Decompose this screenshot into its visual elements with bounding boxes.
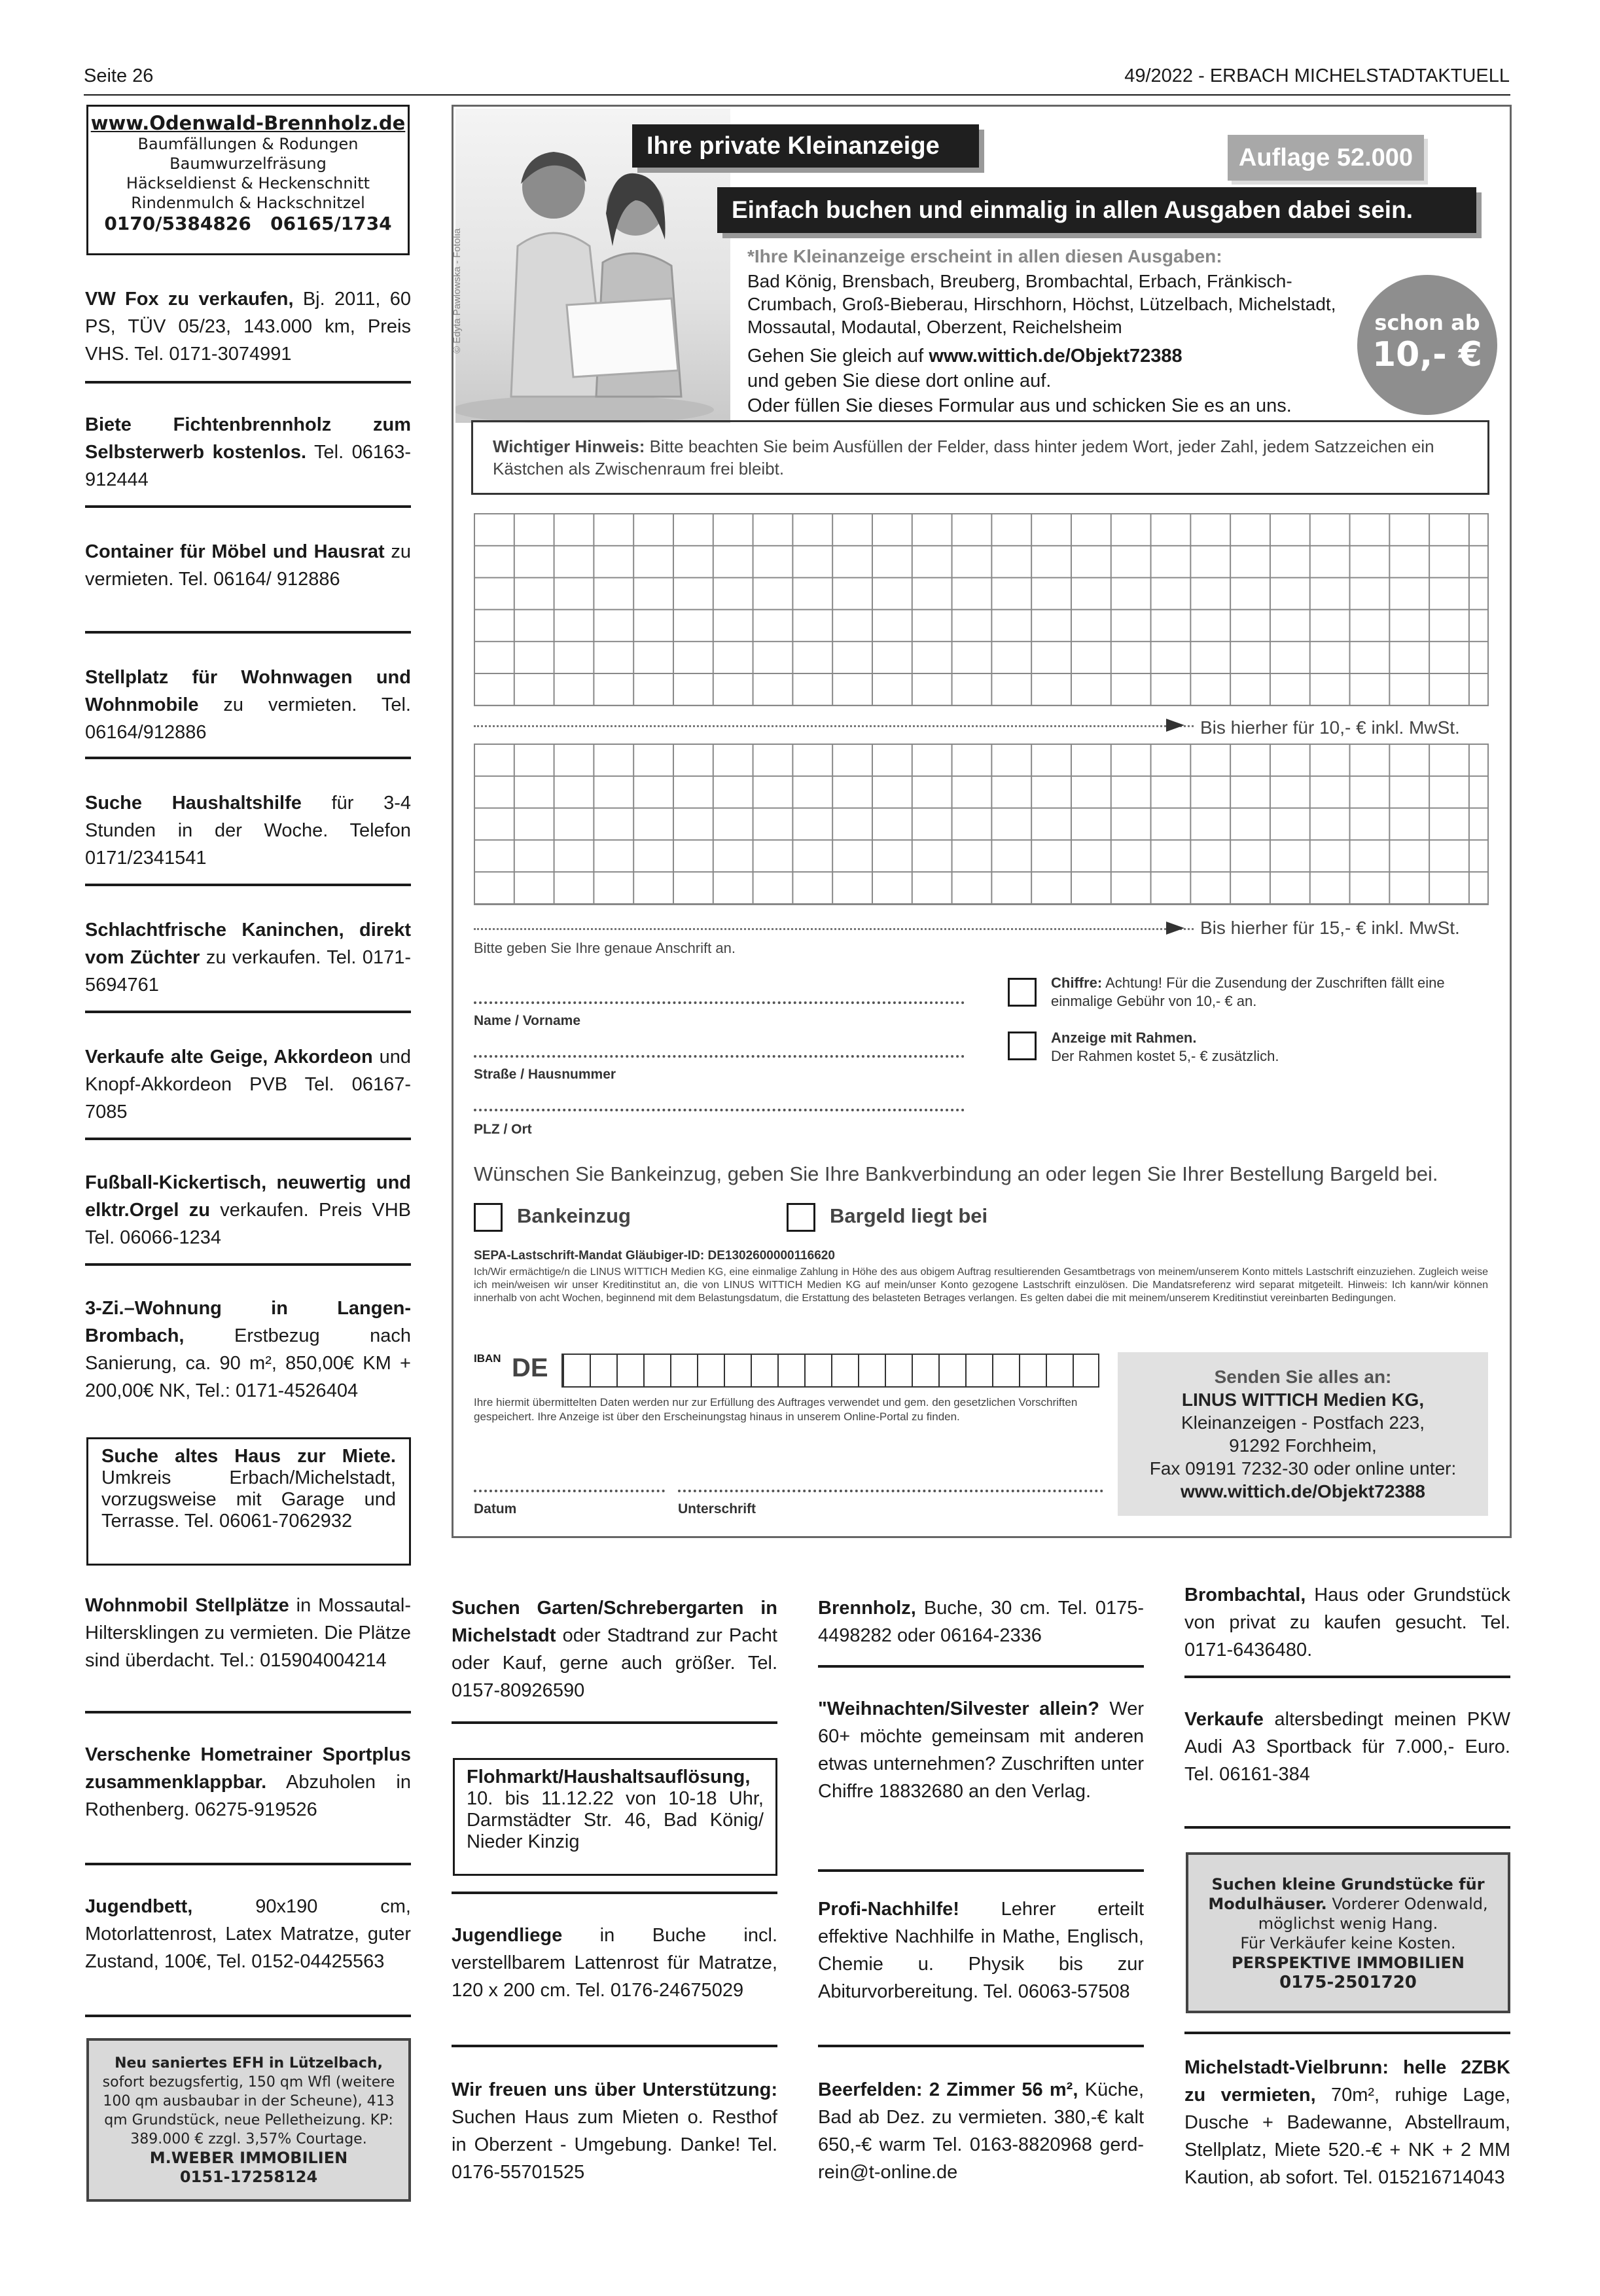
divider	[85, 505, 411, 508]
efh-line: sofort bezugsfertig, 150 qm Wfl (weitere	[102, 2074, 395, 2090]
ad-headline: Michelstadt-Vielbrunn: helle 2ZBK zu vermieten,	[1184, 2057, 1510, 2106]
divider	[85, 884, 411, 886]
arrow-icon	[1166, 719, 1184, 732]
ad-text: oder Stadtrand zur Pacht oder Kauf, gerne auch größer. Tel. 0157-80926590	[452, 1625, 777, 1701]
modulhaus-line	[1188, 1894, 1508, 1914]
modulhaus-line: Für Verkäufer keine Kosten.	[1240, 1934, 1456, 1952]
send-box	[1118, 1352, 1488, 1516]
text-grid-15[interactable]	[474, 744, 1489, 905]
photo-credit: © Edyta Pawlowska - Fotolia	[452, 228, 463, 353]
price-circle	[1357, 275, 1497, 415]
ad-text: Küche, Bad ab Dez. zu vermieten. 380,-€ kalt 650,-€ warm Tel. 0163-8820968 gerd-rein@t-online.de	[818, 2079, 1144, 2183]
ad-text: für 3-4 Stunden in der Woche. Telefon 0171/2341541	[85, 793, 411, 869]
classified-brennholz-buche	[818, 1594, 1144, 1649]
ad-headline: Verschenke Hometrainer Sportplus zusammenklappbar.	[85, 1744, 411, 1793]
ad-headline: Suchen Garten/Schrebergarten in Michelstadt	[452, 1598, 777, 1646]
ad-text: Tel. 06163-912444	[85, 442, 411, 490]
chiffre-desc: Achtung! Für die Zusendung der Zuschriften fällt eine einmalige Gebühr von 10,- € an.	[1051, 975, 1445, 1009]
ad-text: zu vermieten. Tel. 06164/912886	[85, 694, 411, 743]
ad-headline: Verkaufe	[1184, 1709, 1264, 1730]
address-hint: Bitte geben Sie Ihre genaue Anschrift an.	[474, 940, 736, 956]
divider	[1184, 1676, 1510, 1678]
divider	[1184, 1826, 1510, 1829]
ad-text: Lehrer erteilt effektive Nachhilfe in Mathe, Englisch, Chemie u. Physik bis zur Abiturvorbereitung. Tel. 06063-57508	[818, 1899, 1144, 2002]
signature-field[interactable]	[678, 1490, 1103, 1492]
ad-headline: Beerfelden: 2 Zimmer 56 m²,	[818, 2079, 1078, 2100]
iban-prefix: DE	[512, 1354, 548, 1382]
form-title: Ihre private Kleinanzeige	[632, 124, 979, 168]
brennholz-phones: 0170/5384826 06165/1734	[104, 213, 392, 234]
divider	[1184, 2032, 1510, 2034]
auflage-badge: Auflage 52.000	[1228, 135, 1424, 181]
price-value: 10,- €	[1372, 335, 1482, 374]
ad-headline: Wohnmobil Stellplätze	[85, 1595, 289, 1616]
issue-title: 49/2022 - ERBACH MICHELSTADTAKTUELL	[1124, 65, 1510, 86]
modulhaus-rest: Vorderer Odenwald,	[1326, 1895, 1488, 1913]
classified-hometrainer	[85, 1741, 411, 1823]
ad-headline: Wir freuen uns über Unterstützung:	[452, 2079, 777, 2100]
chiffre-text	[1051, 974, 1470, 1011]
ad-text: verkaufen. Preis VHB Tel. 06066-1234	[85, 1200, 411, 1248]
ad-text: 70m², ruhige Lage, Dusche + Badewanne, Abstellraum, Stellplatz, Miete 520.-€ + NK + 2 MM Kaution, ab sofort. Tel. 015216714043	[1184, 2085, 1511, 2188]
bankeinzug-checkbox[interactable]	[474, 1203, 503, 1232]
ad-text: in Buche incl. verstellbarem Lattenrost für Matratze, 120 x 200 cm. Tel. 0176-24675029	[452, 1925, 777, 2001]
divider	[818, 1665, 1144, 1668]
send-addr2: 91292 Forchheim,	[1229, 1435, 1377, 1456]
rahmen-text	[1051, 1029, 1470, 1066]
limit-label-10: Bis hierher für 10,- € inkl. MwSt.	[1200, 717, 1460, 738]
divider	[85, 2015, 411, 2017]
divider	[85, 1011, 411, 1013]
brennholz-line: Baumwurzelfräsung	[169, 154, 327, 173]
classified-kicker	[85, 1169, 411, 1251]
modulhaus-word: Modulhäuser.	[1208, 1895, 1327, 1913]
rahmen-desc: Der Rahmen kostet 5,- € zusätzlich.	[1051, 1048, 1279, 1064]
divider	[85, 757, 411, 759]
modulhaus-line: PERSPEKTIVE IMMOBILIEN	[1232, 1954, 1465, 1972]
divider	[85, 381, 411, 384]
classified-jugendbett	[85, 1893, 411, 1975]
ad-text: und Knopf-Akkordeon PVB Tel. 06167-7085	[85, 1047, 411, 1122]
text-grid-10[interactable]	[474, 513, 1489, 706]
ad-text: 90x190 cm, Motorlattenrost, Latex Matratze, guter Zustand, 100€, Tel. 0152-04425563	[85, 1896, 411, 1972]
online-url[interactable]: www.wittich.de/Objekt72388	[929, 346, 1182, 367]
ad-text: 10. bis 11.12.22 von 10-18 Uhr, Darmstädter Str. 46, Bad König/ Nieder Kinzig	[467, 1788, 764, 1852]
city-field[interactable]	[474, 1109, 965, 1111]
ad-text: Abzuholen in Rothenberg. 06275-919526	[85, 1772, 411, 1820]
divider	[452, 1721, 777, 1724]
ad-text: Buche, 30 cm. Tel. 0175-4498282 oder 06164-2336	[818, 1598, 1144, 1646]
online-alt: Oder füllen Sie dieses Formular aus und schicken Sie es an uns.	[747, 395, 1292, 416]
chiffre-label: Chiffre:	[1051, 975, 1103, 991]
classified-kaninchen	[85, 916, 411, 999]
ad-headline: Flohmarkt/Haushaltsauflösung,	[467, 1767, 751, 1787]
efh-line: qm Grundstück, neue Pelletheizung. KP:	[104, 2112, 393, 2128]
modulhaus-line: möglichst wenig Hang.	[1258, 1914, 1438, 1933]
brennholz-url: www.Odenwald-Brennholz.de	[90, 112, 406, 134]
classified-wohnung	[85, 1295, 411, 1405]
city-label: PLZ / Ort	[474, 1122, 532, 1137]
efh-line: M.WEBER IMMOBILIEN	[149, 2149, 348, 2167]
haus-miete-box	[86, 1437, 411, 1566]
ad-headline: Jugendliege	[452, 1925, 563, 1946]
classified-jugendliege	[452, 1922, 777, 2004]
modulhaus-line: Suchen kleine Grundstücke für	[1211, 1875, 1485, 1893]
efh-line: 100 qm ausbaubar in der Scheune), 413	[103, 2093, 395, 2109]
ad-text: Wer 60+ möchte gemeinsam mit anderen etwas unternehmen? Zuschriften unter Chiffre 18832680 an den Verlag.	[818, 1698, 1144, 1802]
send-head: Senden Sie alles an:	[1214, 1367, 1392, 1387]
sepa-head: SEPA-Lastschrift-Mandat Gläubiger-ID: DE1302600000116620	[474, 1249, 835, 1263]
arrow-icon	[1166, 922, 1184, 935]
classified-garten	[452, 1594, 777, 1704]
ad-text: Erstbezug nach Sanierung, ca. 90 m², 850,00€ KM + 200,00€ NK, Tel.: 0171-4526404	[85, 1325, 411, 1401]
divider	[85, 1138, 411, 1140]
signature-label: Unterschrift	[678, 1501, 756, 1516]
limit-line-15	[474, 928, 1194, 930]
appear-head: *Ihre Kleinanzeige erscheint in allen diesen Ausgaben:	[747, 246, 1222, 266]
brennholz-line: Baumfällungen & Rodungen	[137, 135, 359, 153]
form-banner: Einfach buchen und einmalig in allen Ausgaben dabei sein.	[717, 187, 1476, 233]
divider	[85, 1263, 411, 1266]
ad-headline: "Weihnachten/Silvester allein?	[818, 1698, 1099, 1719]
classified-brombachtal	[1184, 1581, 1510, 1664]
ad-text: Haus oder Grundstück von privat zu kaufen gesucht. Tel. 0171-6436480.	[1184, 1585, 1510, 1660]
ad-headline: Verkaufe alte Geige, Akkordeon	[85, 1047, 373, 1067]
ad-headline: Brombachtal,	[1184, 1585, 1306, 1605]
efh-line: Neu saniertes EFH in Lützelbach,	[115, 2055, 383, 2072]
ad-headline: Suche altes Haus zur Miete.	[101, 1446, 396, 1467]
ad-text: zu vermieten. Tel. 06164/ 912886	[85, 541, 411, 590]
bargeld-checkbox[interactable]	[787, 1203, 815, 1232]
brennholz-line: Rindenmulch & Hackschnitzel	[131, 194, 365, 212]
divider	[85, 631, 411, 634]
ad-text: in Mossautal-Hiltersklingen zu vermieten. Die Plätze sind überdacht. Tel.: 015904004214	[85, 1595, 411, 1671]
iban-label: IBAN	[474, 1352, 501, 1365]
flohmarkt-box	[453, 1758, 777, 1876]
ad-text: Bj. 2011, 60 PS, TÜV 05/23, 143.000 km, Preis VHS. Tel. 0171-3074991	[85, 289, 411, 365]
bank-question: Wünschen Sie Bankeinzug, geben Sie Ihre Bankverbindung an oder legen Sie Ihrer Bestellung Bargeld bei.	[474, 1162, 1438, 1185]
hint-box	[471, 420, 1489, 495]
classified-container	[85, 538, 411, 593]
iban-field[interactable]	[561, 1354, 1099, 1388]
name-label: Name / Vorname	[474, 1013, 581, 1028]
bargeld-label: Bargeld liegt bei	[830, 1204, 988, 1227]
sepa-text: Ich/Wir ermächtige/n die LINUS WITTICH Medien KG, eine einmalige Zahlung in Höhe des aus obigem Auftrag resultierenden Gesamtbetrags von meinem/unserem Konto mittels Lastschrift einzuziehen. Zugleich weise ich mein/weisen wir unser Kreditinstitut an, die von LINUS WITTICH Medien KG auf mein/unser Konto gezogene Lastschrift einzulösen. Die Mandatsreferenz wird separat mitgeteilt. Hinweis: Ich kann/wir können innerhalb von acht Wochen, beginnend mit dem Belastungsdatum, die Erstattung des belasteten Betrages verlangen. Es gelten dabei die mit meinem/unserem Kreditinstiut vereinbarten Bedingungen.	[474, 1266, 1488, 1304]
ad-text: zu verkaufen. Tel. 0171-5694761	[85, 947, 412, 996]
page-number: Seite 26	[84, 65, 154, 86]
rahmen-label: Anzeige mit Rahmen.	[1051, 1030, 1197, 1046]
ad-headline: Schlachtfrische Kaninchen, direkt vom Züchter	[85, 920, 411, 968]
hint-text: Bitte beachten Sie beim Ausfüllen der Felder, dass hinter jedem Wort, jeder Zahl, jedem Satzzeichen ein Kästchen als Zwischenraum frei bleibt.	[493, 437, 1434, 478]
modulhaus-line: 0175-2501720	[1279, 1973, 1417, 1992]
classified-geige	[85, 1043, 411, 1126]
divider	[818, 2045, 1144, 2047]
divider	[85, 1863, 411, 1865]
divider	[85, 1711, 411, 1713]
classified-haushaltshilfe	[85, 789, 411, 872]
chiffre-checkbox[interactable]	[1008, 978, 1037, 1007]
modulhaus-ad	[1186, 1852, 1510, 2013]
classified-stellplatz	[85, 664, 411, 746]
ad-headline: Stellplatz für Wohnwagen und Wohnmobile	[85, 667, 411, 715]
date-field[interactable]	[474, 1490, 665, 1492]
hint-label: Wichtiger Hinweis:	[493, 437, 645, 456]
ad-headline: Biete Fichtenbrennholz zum Selbsterwerb kostenlos.	[85, 414, 411, 463]
header-rule	[84, 94, 1510, 96]
street-label: Straße / Hausnummer	[474, 1067, 616, 1082]
name-field[interactable]	[474, 1001, 965, 1004]
classified-audi	[1184, 1706, 1510, 1788]
ad-headline: Fußball-Kickertisch, neuwertig und elktr.Orgel zu	[85, 1172, 411, 1221]
appear-list: Bad König, Brensbach, Breuberg, Brombachtal, Erbach, Fränkisch-Crumbach, Groß-Bieberau, Hirschhorn, Höchst, Lützelbach, Michelstadt, Mossautal, Modautal, Oberzent, Reichelsheim	[747, 271, 1336, 337]
ad-headline: Jugendbett,	[85, 1896, 193, 1917]
online-line	[747, 346, 1182, 367]
street-field[interactable]	[474, 1055, 965, 1058]
efh-ad	[86, 2038, 411, 2202]
classified-nachhilfe	[818, 1895, 1144, 2005]
brennholz-line: Häckseldienst & Heckenschnitt	[126, 174, 370, 192]
limit-line-10	[474, 725, 1194, 727]
ad-headline: Brennholz,	[818, 1598, 916, 1619]
online-pre: Gehen Sie gleich auf	[747, 346, 929, 367]
send-url[interactable]: www.wittich.de/Objekt72388	[1181, 1481, 1425, 1501]
efh-line: 389.000 € zzgl. 3,57% Courtage.	[130, 2131, 367, 2147]
limit-label-15: Bis hierher für 15,- € inkl. MwSt.	[1200, 918, 1460, 938]
classified-weihnachten	[818, 1695, 1144, 1805]
ad-text: altersbedingt meinen PKW Audi A3 Sportback für 7.000,- Euro. Tel. 06161-384	[1184, 1709, 1510, 1785]
ad-headline: Profi-Nachhilfe!	[818, 1899, 959, 1920]
divider	[452, 1892, 777, 1894]
divider	[452, 2045, 777, 2047]
rahmen-checkbox[interactable]	[1008, 1031, 1037, 1060]
ad-text: Suchen Haus zum Mieten o. Resthof in Oberzent - Umgebung. Danke! Tel. 0176-55701525	[452, 2107, 777, 2183]
ad-headline: 3-Zi.–Wohnung in Langen-Brombach,	[85, 1298, 411, 1346]
ad-text: Umkreis Erbach/Michelstadt, vorzugsweise mit Garage und Terrasse. Tel. 06061-7062932	[101, 1467, 396, 1532]
ad-headline: Container für Möbel und Hausrat	[85, 541, 385, 562]
efh-line: 0151-17258124	[179, 2168, 318, 2186]
classified-unterstuetzung	[452, 2076, 777, 2186]
classified-wohnmobil	[85, 1592, 411, 1674]
ad-headline: Suche Haushaltshilfe	[85, 793, 302, 814]
classified-beerfelden	[818, 2076, 1144, 2186]
ad-headline: VW Fox zu verkaufen,	[85, 289, 294, 310]
date-label: Datum	[474, 1501, 517, 1516]
brennholz-ad	[86, 105, 410, 255]
bankeinzug-label: Bankeinzug	[517, 1204, 631, 1227]
send-addr1: Kleinanzeigen - Postfach 223,	[1181, 1412, 1425, 1433]
online-post: und geben Sie diese dort online auf.	[747, 370, 1052, 391]
classified-vielbrunn	[1184, 2054, 1510, 2191]
classified-brennholz	[85, 411, 411, 493]
divider	[818, 1869, 1144, 1872]
price-top: schon ab	[1374, 310, 1480, 335]
privacy-text: Ihre hiermit übermittelten Daten werden nur zur Erfüllung des Auftrages verwendet und gem. den gesetzlichen Vorschriften gespeichert. Ihre Anzeige ist über den Erscheinungstag hinaus in unserem Online-Portal zu finden.	[474, 1396, 1078, 1423]
classified-vw-fox	[85, 285, 411, 368]
send-fax: Fax 09191 7232-30 oder online unter:	[1149, 1458, 1457, 1479]
send-company: LINUS WITTICH Medien KG,	[1181, 1390, 1425, 1410]
